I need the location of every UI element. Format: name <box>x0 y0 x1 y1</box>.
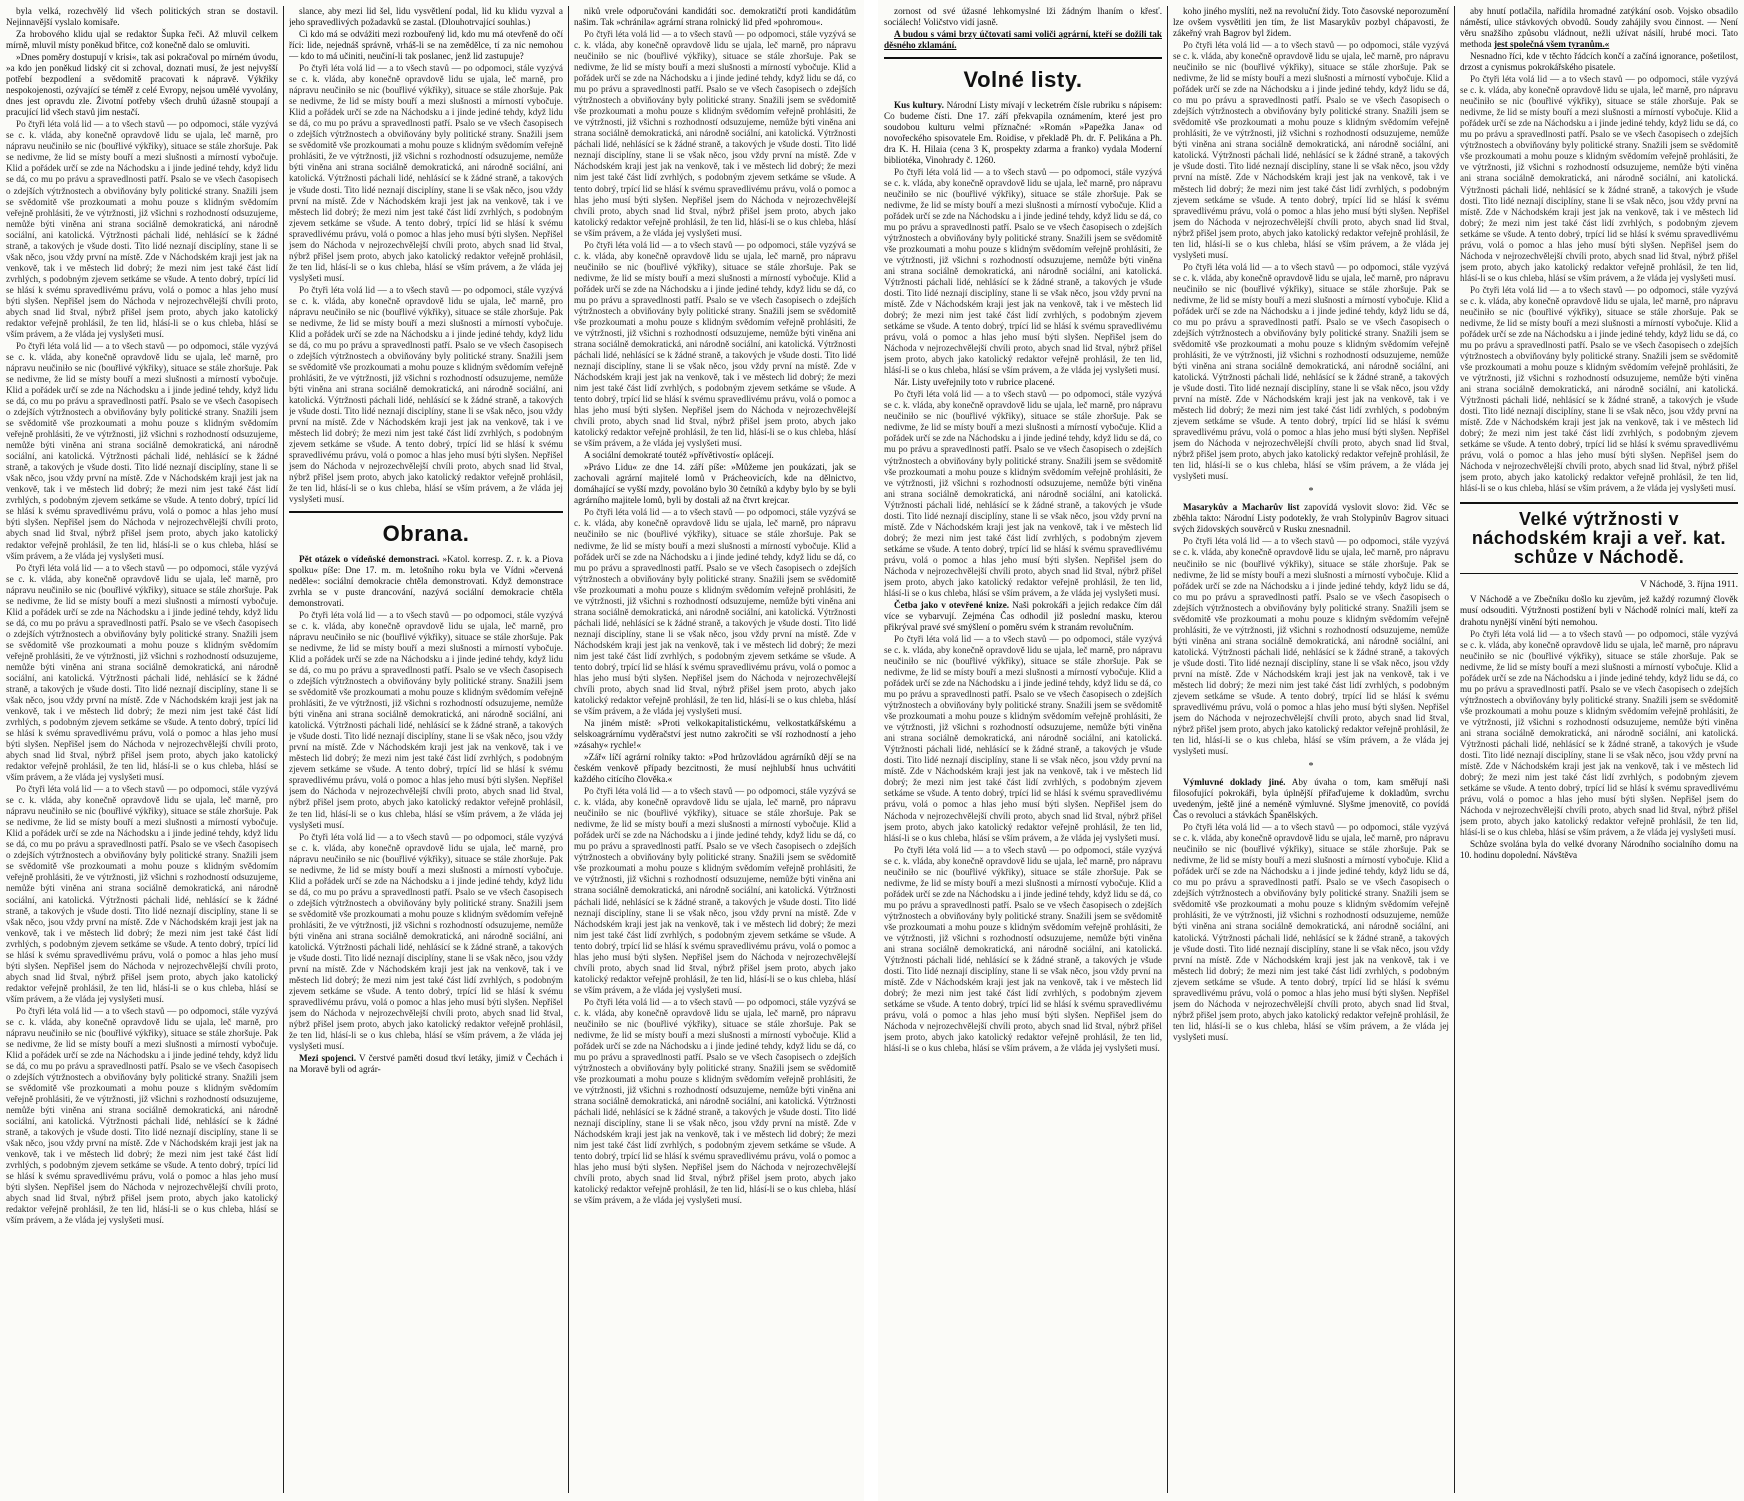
paragraph: aby hnutí potlačila, nařídila hromadné zatýkání osob. Vojsko obsadilo náměstí, ulice stávkových obvodů. Soudy zahájily svou činnost. — Není věru snažšího způsobu vládnout, nežli užívat násilí, hrubé moci. Tato methoda <box>1460 6 1738 50</box>
left-column-3 <box>574 6 856 1493</box>
paragraph: »Dnes poměry dostupují v krisi«, tak asi pokračoval po mírném úvodu, »a kdo jen poněkud lidský cit si zchoval, doznati musí, že jest nejvyšší potřebí bezpodlení a svědomitě pracovati k nápravě. Výkřiky nespokojenosti, ozývající se téměř z celé Evropy, nejsou umělé vyvolány, dnes jest opravdu zle. Životní potřeby všech druhů úžasně stoupají a pracující lid všech stavů jim nestačí. <box>6 52 278 118</box>
paragraph: »Právo Lidu« ze dne 14. září píše: »Můžeme jen poukázati, jak se zachovali agrární majitelé lomů v Prácheovicích, kde na dělnictvo, domáhající se vyšší mzdy, povoláno bylo 30 četníků a kdyby bylo by se byli agrárního majitele lomů, byli by dostali až na čtvrt krejcar. <box>574 462 856 506</box>
article-lead: Výmluvné doklady jiné. <box>1183 777 1286 788</box>
paragraph: Po čtyři léta volá lid — a to všech stavů — po odpomoci, stále vyzývá se c. k. vláda, aby konečně opravdově lidu se ujala, leč marně, pro nápravu neučiniło se nic (bouřlivé výkřiky), situace se stále zhoršuje. Pak se nedivme, že lid se místy bouří a mezi slušnosti a mírností vybočuje. Klid a pořádek určí se zde na Náchodsku a i jinde jediné tehdy, když lidu se dá, co mu po právu a spravedlnosti patří. Psalo se ve všech časopisech o zdejších výtržnostech a obviňovány byly politické strany. Snažili jsem se svědomitě vše prozkoumati a mohu pouze s klidným svědomím veřejně prohlásiti, že ve výtržnosti, již všichni s rozhodností odsuzujeme, nemůže býti viněna ani strana sociálně demokratická, ani národně sociální, ani katolická. Výtržnosti páchali lidé, nehlásící se k žádné straně, a takových je všude dosti. Tito lidé neznají disciplíny, stane li se však něco, jsou vždy první na místě. Zde v Náchodském kraji jest jak na venkově, tak i ve městech lid dobrý; že mezi nim jest také část lidí zvrhlých, s podobným zjevem setkáme se všude. A tento dobrý, trpící lid se hlásí k svému spravedlivému právu, volá o pomoc a hlas jeho musí býti slyšen. Nepřišel jsem do Náchoda v nejrozechvělejší chvíli proto, abych snad lid štval, nýbrž přišel jsem proto, abych jako katolický redaktor veřejně prohlásil, že ten lid, hlásí-li se o kus chleba, hlásí se vším právem, a že vláda jej vyslyšeti musí. <box>574 996 856 1206</box>
paragraph: Po čtyři léta volá lid — a to všech stavů — po odpomoci, stále vyzývá se c. k. vláda, aby konečně opravdově lidu se ujala, leč marně, pro nápravu neučiniło se nic (bouřlivé výkřiky), situace se stále zhoršuje. Pak se nedivme, že lid se místy bouří a mezi slušnosti a mírností vybočuje. Klid a pořádek určí se zde na Náchodsku a i jinde jediné tehdy, když lidu se dá, co mu po právu a spravedlnosti patří. Psalo se ve všech časopisech o zdejších výtržnostech a obviňovány byly politické strany. Snažili jsem se svědomitě vše prozkoumati a mohu pouze s klidným svědomím veřejně prohlásiti, že ve výtržnosti, již všichni s rozhodností odsuzujeme, nemůže býti viněna ani strana sociálně demokratická, ani národně sociální, ani katolická. Výtržnosti páchali lidé, nehlásící se k žádné straně, a takových je všude dosti. Tito lidé neznají disciplíny, stane li se však něco, jsou vždy první na místě. Zde v Náchodském kraji jest jak na venkově, tak i ve městech lid dobrý; že mezi nim jest také část lidí zvrhlých, s podobným zjevem setkáme se všude. A tento dobrý, trpící lid se hlásí k svému spravedlivému právu, volá o pomoc a hlas jeho musí býti slyšen. Nepřišel jsem do Náchoda v nejrozechvělejší chvíli proto, abych snad lid štval, nýbrž přišel jsem proto, abych jako katolický redaktor veřejně prohlásil, že ten lid, hlásí-li se o kus chleba, hlásí se vším právem, a že vláda jej vyslyšeti musí. <box>6 340 278 561</box>
paragraph: Po čtyři léta volá lid — a to všech stavů — po odpomoci, stále vyzývá se c. k. vláda, aby konečně opravdově lidu se ujala, leč marně, pro nápravu neučiniło se nic (bouřlivé výkřiky), situace se stále zhoršuje. Pak se nedivme, že lid se místy bouří a mezi slušnosti a mírností vybočuje. Klid a pořádek určí se zde na Náchodsku a i jinde jediné tehdy, když lidu se dá, co mu po právu a spravedlnosti patří. Psalo se ve všech časopisech o zdejších výtržnostech a obviňovány byly politické strany. Snažili jsem se svědomitě vše prozkoumati a mohu pouze s klidným svědomím veřejně prohlásiti, že ve výtržnosti, již všichni s rozhodností odsuzujeme, nemůže býti viněna ani strana sociálně demokratická, ani národně sociální, ani katolická. Výtržnosti páchali lidé, nehlásící se k žádné straně, a takových je všude dosti. Tito lidé neznají disciplíny, stane li se však něco, jsou vždy první na místě. Zde v Náchodském kraji jest jak na venkově, tak i ve městech lid dobrý; že mezi nim jest také část lidí zvrhlých, s podobným zjevem setkáme se všude. A tento dobrý, trpící lid se hlásí k svému spravedlivému právu, volá o pomoc a hlas jeho musí býti slyšen. Nepřišel jsem do Náchoda v nejrozechvělejší chvíli proto, abych snad lid štval, nýbrž přišel jsem proto, abych jako katolický redaktor veřejně prohlásil, že ten lid, hlásí-li se o kus chleba, hlásí se vším právem, a že vláda jej vyslyšeti musí. <box>6 784 278 1004</box>
paragraph: Po čtyři léta volá lid — a to všech stavů — po odpomoci, stále vyzývá se c. k. vláda, aby konečně opravdově lidu se ujala, leč marně, pro nápravu neučiniło se nic (bouřlivé výkřiky), situace se stále zhoršuje. Pak se nedivme, že lid se místy bouří a mezi slušnosti a mírností vybočuje. Klid a pořádek určí se zde na Náchodsku a i jinde jediné tehdy, když lidu se dá, co mu po právu a spravedlnosti patří. Psalo se ve všech časopisech o zdejších výtržnostech a obviňovány byly politické strany. Snažili jsem se svědomitě vše prozkoumati a mohu pouze s klidným svědomím veřejně prohlásiti, že ve výtržnosti, již všichni s rozhodností odsuzujeme, nemůže býti viněna ani strana sociálně demokratická, ani národně sociální, ani katolická. Výtržnosti páchali lidé, nehlásící se k žádné straně, a takových je všude dosti. Tito lidé neznají disciplíny, stane li se však něco, jsou vždy první na místě. Zde v Náchodském kraji jest jak na venkově, tak i ve městech lid dobrý; že mezi nim jest také část lidí zvrhlých, s podobným zjevem setkáme se všude. A tento dobrý, trpící lid se hlásí k svému spravedlivému právu, volá o pomoc a hlas jeho musí býti slyšen. Nepřišel jsem do Náchoda v nejrozechvělejší chvíli proto, abych snad lid štval, nýbrž přišel jsem proto, abych jako katolický redaktor veřejně prohlásil, že ten lid, hlásí-li se o kus chleba, hlásí se vším právem, a že vláda jej vyslyšeti musí. <box>884 634 1162 843</box>
right-page <box>878 0 1744 1501</box>
paragraph: Po čtyři léta volá lid — a to všech stavů — po odpomoci, stále vyzývá se c. k. vláda, aby konečně opravdově lidu se ujala, leč marně, pro nápravu neučiniło se nic (bouřlivé výkřiky), situace se stále zhoršuje. Pak se nedivme, že lid se místy bouří a mezi slušnosti a mírností vybočuje. Klid a pořádek určí se zde na Náchodsku a i jinde jediné tehdy, když lidu se dá, co mu po právu a spravedlnosti patří. Psalo se ve všech časopisech o zdejších výtržnostech a obviňovány byly politické strany. Snažili jsem se svědomitě vše prozkoumati a mohu pouze s klidným svědomím veřejně prohlásiti, že ve výtržnosti, již všichni s rozhodností odsuzujeme, nemůže býti viněna ani strana sociálně demokratická, ani národně sociální, ani katolická. Výtržnosti páchali lidé, nehlásící se k žádné straně, a takových je všude dosti. Tito lidé neznají disciplíny, stane li se však něco, jsou vždy první na místě. Zde v Náchodském kraji jest jak na venkově, tak i ve městech lid dobrý; že mezi nim jest také část lidí zvrhlých, s podobným zjevem setkáme se všude. A tento dobrý, trpící lid se hlásí k svému spravedlivému právu, volá o pomoc a hlas jeho musí býti slyšen. Nepřišel jsem do Náchoda v nejrozechvělejší chvíli proto, abych snad lid štval, nýbrž přišel jsem proto, abych jako katolický redaktor veřejně prohlásil, že ten lid, hlásí-li se o kus chleba, hlásí se vším právem, a že vláda jej vyslyšeti musí. <box>1460 284 1738 494</box>
left-column-2 <box>289 6 563 1493</box>
paragraph: Po čtyři léta volá lid — a to všech stavů — po odpomoci, stále vyzývá se c. k. vláda, aby konečně opravdově lidu se ujala, leč marně, pro nápravu neučiniło se nic (bouřlivé výkřiky), situace se stále zhoršuje. Pak se nedivme, že lid se místy bouří a mezi slušnosti a mírností vybočuje. Klid a pořádek určí se zde na Náchodsku a i jinde jediné tehdy, když lidu se dá, co mu po právu a spravedlnosti patří. Psalo se ve všech časopisech o zdejších výtržnostech a obviňovány byly politické strany. Snažili jsem se svědomitě vše prozkoumati a mohu pouze s klidným svědomím veřejně prohlásiti, že ve výtržnosti, již všichni s rozhodností odsuzujeme, nemůže býti viněna ani strana sociálně demokratická, ani národně sociální, ani katolická. Výtržnosti páchali lidé, nehlásící se k žádné straně, a takových je všude dosti. Tito lidé neznají disciplíny, stane li se však něco, jsou vždy první na místě. Zde v Náchodském kraji jest jak na venkově, tak i ve městech lid dobrý; že mezi nim jest také část lidí zvrhlých, s podobným zjevem setkáme se všude. A tento dobrý, trpící lid se hlásí k svému spravedlivému právu, volá o pomoc a hlas jeho musí býti slyšen. Nepřišel jsem do Náchoda v nejrozechvělejší chvíli proto, abych snad lid štval, nýbrž přišel jsem proto, abych jako katolický redaktor veřejně prohlásil, že ten lid, hlásí-li se o kus chleba, hlásí se vším právem, a že vláda jej vyslyšeti musí. <box>289 609 563 830</box>
paragraph: Po čtyři léta volá lid — a to všech stavů — po odpomoci, stále vyzývá se c. k. vláda, aby konečně opravdově lidu se ujala, leč marně, pro nápravu neučiniło se nic (bouřlivé výkřiky), situace se stále zhoršuje. Pak se nedivme, že lid se místy bouří a mezi slušnosti a mírností vybočuje. Klid a pořádek určí se zde na Náchodsku a i jinde jediné tehdy, když lidu se dá, co mu po právu a spravedlnosti patří. Psalo se ve všech časopisech o zdejších výtržnostech a obviňovány byly politické strany. Snažili jsem se svědomitě vše prozkoumati a mohu pouze s klidným svědomím veřejně prohlásiti, že ve výtržnosti, již všichni s rozhodností odsuzujeme, nemůže býti viněna ani strana sociálně demokratická, ani národně sociální, ani katolická. Výtržnosti páchali lidé, nehlásící se k žádné straně, a takových je všude dosti. Tito lidé neznají disciplíny, stane li se však něco, jsou vždy první na místě. Zde v Náchodském kraji jest jak na venkově, tak i ve městech lid dobrý; že mezi nim jest také část lidí zvrhlých, s podobným zjevem setkáme se všude. A tento dobrý, trpící lid se hlásí k svému spravedlivému právu, volá o pomoc a hlas jeho musí býti slyšen. Nepřišel jsem do Náchoda v nejrozechvělejší chvíli proto, abych snad lid štval, nýbrž přišel jsem proto, abych jako katolický redaktor veřejně prohlásil, že ten lid, hlásí-li se o kus chleba, hlásí se vším právem, a že vláda jej vyslyšeti musí. <box>1173 40 1449 260</box>
paragraph: slance, aby mezi lid šel, lidu vysvětlení podal, lid ku klidu vyzval a jeho spravedlivých požadavků se zastal. (Dlouhotrvající souhlas.) <box>289 6 563 28</box>
article-body: »Katol. korresp. Z. r. k. a Piova spolku« píše: Dne 17. m. m. letošního roku byla ve Vídni »červená neděle«: sociální demokracie chtěla demonstrovati. Když demonstrace zvrhla se v puste drancování, nazývá sociální demokracie chtěla demonstrovati. <box>289 553 563 608</box>
section-separator: * <box>1308 486 1314 498</box>
paragraph: Po čtyři léta volá lid — a to všech stavů — po odpomoci, stále vyzývá se c. k. vláda, aby konečně opravdově lidu se ujala, leč marně, pro nápravu neučiniło se nic (bouřlivé výkřiky), situace se stále zhoršuje. Pak se nedivme, že lid se místy bouří a mezi slušnosti a mírností vybočuje. Klid a pořádek určí se zde na Náchodsku a i jinde jediné tehdy, když lidu se dá, co mu po právu a spravedlnosti patří. Psalo se ve všech časopisech o zdejších výtržnostech a obviňovány byly politické strany. Snažili jsem se svědomitě vše prozkoumati a mohu pouze s klidným svědomím veřejně prohlásiti, že ve výtržnosti, již všichni s rozhodností odsuzujeme, nemůže býti viněna ani strana sociálně demokratická, ani národně sociální, ani katolická. Výtržnosti páchali lidé, nehlásící se k žádné straně, a takových je všude dosti. Tito lidé neznají disciplíny, stane li se však něco, jsou vždy první na místě. Zde v Náchodském kraji jest jak na venkově, tak i ve městech lid dobrý; že mezi nim jest také část lidí zvrhlých, s podobným zjevem setkáme se všude. A tento dobrý, trpící lid se hlásí k svému spravedlivému právu, volá o pomoc a hlas jeho musí býti slyšen. Nepřišel jsem do Náchoda v nejrozechvělejší chvíli proto, abych snad lid štval, nýbrž přišel jsem proto, abych jako katolický redaktor veřejně prohlásil, že ten lid, hlásí-li se o kus chleba, hlásí se vším právem, a že vláda jej vyslyšeti musí. <box>574 786 856 995</box>
right-column-2 <box>1173 6 1449 1493</box>
paragraph: Po čtyři léta volá lid — a to všech stavů — po odpomoci, stále vyzývá se c. k. vláda, aby konečně opravdově lidu se ujala, leč marně, pro nápravu neučiniło se nic (bouřlivé výkřiky), situace se stále zhoršuje. Pak se nedivme, že lid se místy bouří a mezi slušnosti a mírností vybočuje. Klid a pořádek určí se zde na Náchodsku a i jinde jediné tehdy, když lidu se dá, co mu po právu a spravedlnosti patří. Psalo se ve všech časopisech o zdejších výtržnostech a obviňovány byly politické strany. Snažili jsem se svědomitě vše prozkoumati a mohu pouze s klidným svědomím veřejně prohlásiti, že ve výtržnosti, již všichni s rozhodností odsuzujeme, nemůže býti viněna ani strana sociálně demokratická, ani národně sociální, ani katolická. Výtržnosti páchali lidé, nehlásící se k žádné straně, a takových je všude dosti. Tito lidé neznají disciplíny, stane li se však něco, jsou vždy první na místě. Zde v Náchodském kraji jest jak na venkově, tak i ve městech lid dobrý; že mezi nim jest také část lidí zvrhlých, s podobným zjevem setkáme se všude. A tento dobrý, trpící lid se hlásí k svému spravedlivému právu, volá o pomoc a hlas jeho musí býti slyšen. Nepřišel jsem do Náchoda v nejrozechvělejší chvíli proto, abych snad lid štval, nýbrž přišel jsem proto, abych jako katolický redaktor veřejně prohlásil, že ten lid, hlásí-li se o kus chleba, hlásí se vším právem, a že vláda jej vyslyšeti musí. <box>574 29 856 238</box>
paragraph: Po čtyři léta volá lid — a to všech stavů — po odpomoci, stále vyzývá se c. k. vláda, aby konečně opravdově lidu se ujala, leč marně, pro nápravu neučiniło se nic (bouřlivé výkřiky), situace se stále zhoršuje. Pak se nedivme, že lid se místy bouří a mezi slušnosti a mírností vybočuje. Klid a pořádek určí se zde na Náchodsku a i jinde jediné tehdy, když lidu se dá, co mu po právu a spravedlnosti patří. Psalo se ve všech časopisech o zdejších výtržnostech a obviňovány byly politické strany. Snažili jsem se svědomitě vše prozkoumati a mohu pouze s klidným svědomím veřejně prohlásiti, že ve výtržnosti, již všichni s rozhodností odsuzujeme, nemůže býti viněna ani strana sociálně demokratická, ani národně sociální, ani katolická. Výtržnosti páchali lidé, nehlásící se k žádné straně, a takových je všude dosti. Tito lidé neznají disciplíny, stane li se však něco, jsou vždy první na místě. Zde v Náchodském kraji jest jak na venkově, tak i ve městech lid dobrý; že mezi nim jest také část lidí zvrhlých, s podobným zjevem setkáme se všude. A tento dobrý, trpící lid se hlásí k svému spravedlivému právu, volá o pomoc a hlas jeho musí býti slyšen. Nepřišel jsem do Náchoda v nejrozechvělejší chvíli proto, abych snad lid štval, nýbrž přišel jsem proto, abych jako katolický redaktor veřejně prohlásil, že ten lid, hlásí-li se o kus chleba, hlásí se vším právem, a že vláda jej vyslyšeti musí. <box>6 119 278 339</box>
paragraph: »Zář« líčí agrární rolníky takto: »Pod hrůzovládou agrárníků dějí se na českém venkově případy bezcitnosti, že musí nejhlubší hnus uchvátiti každého citícího člověka.« <box>574 752 856 785</box>
article-headline-nachod: Velké výtržnosti v náchodském kraji a veř. kat. schůze v Náchodě. <box>1460 502 1738 574</box>
paragraph: Nesnadno říci, kde v těchto řádcích končí a začíná ignorance, pošetilost, drzost a cynismus pokrokářského pisatele. <box>1460 51 1738 73</box>
paragraph: niků vrele odporučováni kandidáti soc. demokratičtí proti kandidátům našim. Tak »chránila« agrární strana rolnický lid před »pohromou«. <box>574 6 856 28</box>
paragraph: Nár. Listy uveřejnily toto v rubrice placené. <box>894 377 1055 388</box>
paragraph: Po čtyři léta volá lid — a to všech stavů — po odpomoci, stále vyzývá se c. k. vláda, aby konečně opravdově lidu se ujala, leč marně, pro nápravu neučiniło se nic (bouřlivé výkřiky), situace se stále zhoršuje. Pak se nedivme, že lid se místy bouří a mezi slušnosti a mírností vybočuje. Klid a pořádek určí se zde na Náchodsku a i jinde jediné tehdy, když lidu se dá, co mu po právu a spravedlnosti patří. Psalo se ve všech časopisech o zdejších výtržnostech a obviňovány byly politické strany. Snažili jsem se svědomitě vše prozkoumati a mohu pouze s klidným svědomím veřejně prohlásiti, že ve výtržnosti, již všichni s rozhodností odsuzujeme, nemůže býti viněna ani strana sociálně demokratická, ani národně sociální, ani katolická. Výtržnosti páchali lidé, nehlásící se k žádné straně, a takových je všude dosti. Tito lidé neznají disciplíny, stane li se však něco, jsou vždy první na místě. Zde v Náchodském kraji jest jak na venkově, tak i ve městech lid dobrý; že mezi nim jest také část lidí zvrhlých, s podobným zjevem setkáme se všude. A tento dobrý, trpící lid se hlásí k svému spravedlivému právu, volá o pomoc a hlas jeho musí býti slyšen. Nepřišel jsem do Náchoda v nejrozechvělejší chvíli proto, abych snad lid štval, nýbrž přišel jsem proto, abych jako katolický redaktor veřejně prohlásil, že ten lid, hlásí-li se o kus chleba, hlásí se vším právem, a že vláda jej vyslyšeti musí. <box>6 562 278 783</box>
paragraph: Po čtyři léta volá lid — a to všech stavů — po odpomoci, stále vyzývá se c. k. vláda, aby konečně opravdově lidu se ujala, leč marně, pro nápravu neučiniło se nic (bouřlivé výkřiky), situace se stále zhoršuje. Pak se nedivme, že lid se místy bouří a mezi slušnosti a mírností vybočuje. Klid a pořádek určí se zde na Náchodsku a i jinde jediné tehdy, když lidu se dá, co mu po právu a spravedlnosti patří. Psalo se ve všech časopisech o zdejších výtržnostech a obviňovány byly politické strany. Snažili jsem se svědomitě vše prozkoumati a mohu pouze s klidným svědomím veřejně prohlásiti, že ve výtržnosti, již všichni s rozhodností odsuzujeme, nemůže býti viněna ani strana sociálně demokratická, ani národně sociální, ani katolická. Výtržnosti páchali lidé, nehlásící se k žádné straně, a takových je všude dosti. Tito lidé neznají disciplíny, stane li se však něco, jsou vždy první na místě. Zde v Náchodském kraji jest jak na venkově, tak i ve městech lid dobrý; že mezi nim jest také část lidí zvrhlých, s podobným zjevem setkáme se všude. A tento dobrý, trpící lid se hlásí k svému spravedlivému právu, volá o pomoc a hlas jeho musí býti slyšen. Nepřišel jsem do Náchoda v nejrozechvělejší chvíli proto, abych snad lid štval, nýbrž přišel jsem proto, abych jako katolický redaktor veřejně prohlásil, že ten lid, hlásí-li se o kus chleba, hlásí se vším právem, a že vláda jej vyslyšeti musí. <box>884 166 1162 376</box>
paragraph: Po čtyři léta volá lid — a to všech stavů — po odpomoci, stále vyzývá se c. k. vláda, aby konečně opravdově lidu se ujala, leč marně, pro nápravu neučiniło se nic (bouřlivé výkřiky), situace se stále zhoršuje. Pak se nedivme, že lid se místy bouří a mezi slušnosti a mírností vybočuje. Klid a pořádek určí se zde na Náchodsku a i jinde jediné tehdy, když lidu se dá, co mu po právu a spravedlnosti patří. Psalo se ve všech časopisech o zdejších výtržnostech a obviňovány byly politické strany. Snažili jsem se svědomitě vše prozkoumati a mohu pouze s klidným svědomím veřejně prohlásiti, že ve výtržnosti, již všichni s rozhodností odsuzujeme, nemůže býti viněna ani strana sociálně demokratická, ani národně sociální, ani katolická. Výtržnosti páchali lidé, nehlásící se k žádné straně, a takových je všude dosti. Tito lidé neznají disciplíny, stane li se však něco, jsou vždy první na místě. Zde v Náchodském kraji jest jak na venkově, tak i ve městech lid dobrý; že mezi nim jest také část lidí zvrhlých, s podobným zjevem setkáme se všude. A tento dobrý, trpící lid se hlásí k svému spravedlivému právu, volá o pomoc a hlas jeho musí býti slyšen. Nepřišel jsem do Náchoda v nejrozechvělejší chvíli proto, abych snad lid štval, nýbrž přišel jsem proto, abych jako katolický redaktor veřejně prohlásil, že ten lid, hlásí-li se o kus chleba, hlásí se vším právem, a že vláda jej vyslyšeti musí. <box>1173 261 1449 482</box>
paragraph: Po čtyři léta volá lid — a to všech stavů — po odpomoci, stále vyzývá se c. k. vláda, aby konečně opravdově lidu se ujala, leč marně, pro nápravu neučiniło se nic (bouřlivé výkřiky), situace se stále zhoršuje. Pak se nedivme, že lid se místy bouří a mezi slušnosti a mírností vybočuje. Klid a pořádek určí se zde na Náchodsku a i jinde jediné tehdy, když lidu se dá, co mu po právu a spravedlnosti patří. Psalo se ve všech časopisech o zdejších výtržnostech a obviňovány byly politické strany. Snažili jsem se svědomitě vše prozkoumati a mohu pouze s klidným svědomím veřejně prohlásiti, že ve výtržnosti, již všichni s rozhodností odsuzujeme, nemůže býti viněna ani strana sociálně demokratická, ani národně sociální, ani katolická. Výtržnosti páchali lidé, nehlásící se k žádné straně, a takových je všude dosti. Tito lidé neznají disciplíny, stane li se však něco, jsou vždy první na místě. Zde v Náchodském kraji jest jak na venkově, tak i ve městech lid dobrý; že mezi nim jest také část lidí zvrhlých, s podobným zjevem setkáme se všude. A tento dobrý, trpící lid se hlásí k svému spravedlivému právu, volá o pomoc a hlas jeho musí býti slyšen. Nepřišel jsem do Náchoda v nejrozechvělejší chvíli proto, abych snad lid štval, nýbrž přišel jsem proto, abych jako katolický redaktor veřejně prohlásil, že ten lid, hlásí-li se o kus chleba, hlásí se vším právem, a že vláda jej vyslyšeti musí. <box>884 844 1162 1054</box>
paragraph: Ci kdo má se odvážiti mezi rozbouřený lid, kdo mu má otevřeně do očí říci: lide, nejednáš správně, vrháš-li se na zemědělce, tí za nic nemohou — kdo to má učiniti, neučiní-li tak poslanec, jenž lid zastupuje? <box>289 29 563 62</box>
paragraph: Na jiném místě: »Proti velkokapitalistickému, velkostatkářskému a selskoagrárnímu vyděračství jest nutno zakročiti se vší rozhodností a jeho »zásahy« rychle!« <box>574 718 856 751</box>
paragraph: zornost od své úžasné lehkomyslné lži žádným lhaním o křesť. sociálech! Voličstvo vidí jasně. <box>884 6 1162 28</box>
paragraph: Po čtyři léta volá lid — a to všech stavů — po odpomoci, stále vyzývá se c. k. vláda, aby konečně opravdově lidu se ujala, leč marně, pro nápravu neučiniło se nic (bouřlivé výkřiky), situace se stále zhoršuje. Pak se nedivme, že lid se místy bouří a mezi slušnosti a mírností vybočuje. Klid a pořádek určí se zde na Náchodsku a i jinde jediné tehdy, když lidu se dá, co mu po právu a spravedlnosti patří. Psalo se ve všech časopisech o zdejších výtržnostech a obviňovány byly politické strany. Snažili jsem se svědomitě vše prozkoumati a mohu pouze s klidným svědomím veřejně prohlásiti, že ve výtržnosti, již všichni s rozhodností odsuzujeme, nemůže býti viněna ani strana sociálně demokratická, ani národně sociální, ani katolická. Výtržnosti páchali lidé, nehlásící se k žádné straně, a takových je všude dosti. Tito lidé neznají disciplíny, stane li se však něco, jsou vždy první na místě. Zde v Náchodském kraji jest jak na venkově, tak i ve městech lid dobrý; že mezi nim jest také část lidí zvrhlých, s podobným zjevem setkáme se všude. A tento dobrý, trpící lid se hlásí k svému spravedlivému právu, volá o pomoc a hlas jeho musí býti slyšen. Nepřišel jsem do Náchoda v nejrozechvělejší chvíli proto, abych snad lid štval, nýbrž přišel jsem proto, abych jako katolický redaktor veřejně prohlásil, že ten lid, hlásí-li se o kus chleba, hlásí se vším právem, a že vláda jej vyslyšeti musí. <box>574 239 856 449</box>
paragraph: Po čtyři léta volá lid — a to všech stavů — po odpomoci, stále vyzývá se c. k. vláda, aby konečně opravdově lidu se ujala, leč marně, pro nápravu neučiniło se nic (bouřlivé výkřiky), situace se stále zhoršuje. Pak se nedivme, že lid se místy bouří a mezi slušnosti a mírností vybočuje. Klid a pořádek určí se zde na Náchodsku a i jinde jediné tehdy, když lidu se dá, co mu po právu a spravedlnosti patří. Psalo se ve všech časopisech o zdejších výtržnostech a obviňovány byly politické strany. Snažili jsem se svědomitě vše prozkoumati a mohu pouze s klidným svědomím veřejně prohlásiti, že ve výtržnosti, již všichni s rozhodností odsuzujeme, nemůže býti viněna ani strana sociálně demokratická, ani národně sociální, ani katolická. Výtržnosti páchali lidé, nehlásící se k žádné straně, a takových je všude dosti. Tito lidé neznají disciplíny, stane li se však něco, jsou vždy první na místě. Zde v Náchodském kraji jest jak na venkově, tak i ve městech lid dobrý; že mezi nim jest také část lidí zvrhlých, s podobným zjevem setkáme se všude. A tento dobrý, trpící lid se hlásí k svému spravedlivému právu, volá o pomoc a hlas jeho musí býti slyšen. Nepřišel jsem do Náchoda v nejrozechvělejší chvíli proto, abych snad lid štval, nýbrž přišel jsem proto, abych jako katolický redaktor veřejně prohlásil, že ten lid, hlásí-li se o kus chleba, hlásí se vším právem, a že vláda jej vyslyšeti musí. <box>1173 822 1449 1042</box>
paragraph: Po čtyři léta volá lid — a to všech stavů — po odpomoci, stále vyzývá se c. k. vláda, aby konečně opravdově lidu se ujala, leč marně, pro nápravu neučiniło se nic (bouřlivé výkřiky), situace se stále zhoršuje. Pak se nedivme, že lid se místy bouří a mezi slušnosti a mírností vybočuje. Klid a pořádek určí se zde na Náchodsku a i jinde jediné tehdy, když lidu se dá, co mu po právu a spravedlnosti patří. Psalo se ve všech časopisech o zdejších výtržnostech a obviňovány byly politické strany. Snažili jsem se svědomitě vše prozkoumati a mohu pouze s klidným svědomím veřejně prohlásiti, že ve výtržnosti, již všichni s rozhodností odsuzujeme, nemůže býti viněna ani strana sociálně demokratická, ani národně sociální, ani katolická. Výtržnosti páchali lidé, nehlásící se k žádné straně, a takových je všude dosti. Tito lidé neznají disciplíny, stane li se však něco, jsou vždy první na místě. Zde v Náchodském kraji jest jak na venkově, tak i ve městech lid dobrý; že mezi nim jest také část lidí zvrhlých, s podobným zjevem setkáme se všude. A tento dobrý, trpící lid se hlásí k svému spravedlivému právu, volá o pomoc a hlas jeho musí býti slyšen. Nepřišel jsem do Náchoda v nejrozechvělejší chvíli proto, abych snad lid štval, nýbrž přišel jsem proto, abych jako katolický redaktor veřejně prohlásil, že ten lid, hlásí-li se o kus chleba, hlásí se vším právem, a že vláda jej vyslyšeti musí. <box>1460 74 1738 283</box>
article-body: V čerstvé paměti dosud tkví letáky, jimiž v Čechách i na Moravě byli od agrár- <box>289 1053 563 1075</box>
paragraph: Po čtyři léta volá lid — a to všech stavů — po odpomoci, stále vyzývá se c. k. vláda, aby konečně opravdově lidu se ujala, leč marně, pro nápravu neučiniło se nic (bouřlivé výkřiky), situace se stále zhoršuje. Pak se nedivme, že lid se místy bouří a mezi slušnosti a mírností vybočuje. Klid a pořádek určí se zde na Náchodsku a i jinde jediné tehdy, když lidu se dá, co mu po právu a spravedlnosti patří. Psalo se ve všech časopisech o zdejších výtržnostech a obviňovány byly politické strany. Snažili jsem se svědomitě vše prozkoumati a mohu pouze s klidným svědomím veřejně prohlásiti, že ve výtržnosti, již všichni s rozhodností odsuzujeme, nemůže býti viněna ani strana sociálně demokratická, ani národně sociální, ani katolická. Výtržnosti páchali lidé, nehlásící se k žádné straně, a takových je všude dosti. Tito lidé neznají disciplíny, stane li se však něco, jsou vždy první na místě. Zde v Náchodském kraji jest jak na venkově, tak i ve městech lid dobrý; že mezi nim jest také část lidí zvrhlých, s podobným zjevem setkáme se všude. A tento dobrý, trpící lid se hlásí k svému spravedlivému právu, volá o pomoc a hlas jeho musí býti slyšen. Nepřišel jsem do Náchoda v nejrozechvělejší chvíli proto, abych snad lid štval, nýbrž přišel jsem proto, abych jako katolický redaktor veřejně prohlásil, že ten lid, hlásí-li se o kus chleba, hlásí se vším právem, a že vláda jej vyslyšeti musí. <box>1173 536 1449 757</box>
left-page <box>0 0 864 1501</box>
paragraph: Po čtyři léta volá lid — a to všech stavů — po odpomoci, stále vyzývá se c. k. vláda, aby konečně opravdově lidu se ujala, leč marně, pro nápravu neučiniło se nic (bouřlivé výkřiky), situace se stále zhoršuje. Pak se nedivme, že lid se místy bouří a mezi slušnosti a mírností vybočuje. Klid a pořádek určí se zde na Náchodsku a i jinde jediné tehdy, když lidu se dá, co mu po právu a spravedlnosti patří. Psalo se ve všech časopisech o zdejších výtržnostech a obviňovány byly politické strany. Snažili jsem se svědomitě vše prozkoumati a mohu pouze s klidným svědomím veřejně prohlásiti, že ve výtržnosti, již všichni s rozhodností odsuzujeme, nemůže býti viněna ani strana sociálně demokratická, ani národně sociální, ani katolická. Výtržnosti páchali lidé, nehlásící se k žádné straně, a takových je všude dosti. Tito lidé neznají disciplíny, stane li se však něco, jsou vždy první na místě. Zde v Náchodském kraji jest jak na venkově, tak i ve městech lid dobrý; že mezi nim jest také část lidí zvrhlých, s podobným zjevem setkáme se všude. A tento dobrý, trpící lid se hlásí k svému spravedlivému právu, volá o pomoc a hlas jeho musí býti slyšen. Nepřišel jsem do Náchoda v nejrozechvělejší chvíli proto, abych snad lid štval, nýbrž přišel jsem proto, abych jako katolický redaktor veřejně prohlásil, že ten lid, hlásí-li se o kus chleba, hlásí se vším právem, a že vláda jej vyslyšeti musí. <box>574 507 856 716</box>
paragraph: Po čtyři léta volá lid — a to všech stavů — po odpomoci, stále vyzývá se c. k. vláda, aby konečně opravdově lidu se ujala, leč marně, pro nápravu neučiniło se nic (bouřlivé výkřiky), situace se stále zhoršuje. Pak se nedivme, že lid se místy bouří a mezi slušnosti a mírností vybočuje. Klid a pořádek určí se zde na Náchodsku a i jinde jediné tehdy, když lidu se dá, co mu po právu a spravedlnosti patří. Psalo se ve všech časopisech o zdejších výtržnostech a obviňovány byly politické strany. Snažili jsem se svědomitě vše prozkoumati a mohu pouze s klidným svědomím veřejně prohlásiti, že ve výtržnosti, již všichni s rozhodností odsuzujeme, nemůže býti viněna ani strana sociálně demokratická, ani národně sociální, ani katolická. Výtržnosti páchali lidé, nehlásící se k žádné straně, a takových je všude dosti. Tito lidé neznají disciplíny, stane li se však něco, jsou vždy první na místě. Zde v Náchodském kraji jest jak na venkově, tak i ve městech lid dobrý; že mezi nim jest také část lidí zvrhlých, s podobným zjevem setkáme se všude. A tento dobrý, trpící lid se hlásí k svému spravedlivému právu, volá o pomoc a hlas jeho musí býti slyšen. Nepřišel jsem do Náchoda v nejrozechvělejší chvíli proto, abych snad lid štval, nýbrž přišel jsem proto, abych jako katolický redaktor veřejně prohlásil, že ten lid, hlásí-li se o kus chleba, hlásí se vším právem, a že vláda jej vyslyšeti musí. <box>884 389 1162 598</box>
section-heading-volne-listy: Volné listy. <box>884 57 1162 93</box>
article-lead: Kus kultury. <box>894 99 944 110</box>
right-column-3 <box>1460 6 1738 1493</box>
paragraph: A budou s vámi brzy účtovati sami voliči agrární, kteří se dožili tak děsného zklamání. <box>884 29 1162 51</box>
paragraph: Schůze svolána byla do velké dvorany Národního socialního domu na 10. hodinu dopolední. Návštěva <box>1460 839 1738 861</box>
article-lead: Mezi spojenci. <box>299 1053 356 1064</box>
paragraph: koho jiného myslíti, než na revoluční židy. Toto časovské neporozumění lze ovšem vysvětliti jen tím, že list Masarykův pozbyl chápavosti, že zákeřný vrah Bagrov byl židem. <box>1173 6 1449 39</box>
page-gutter <box>864 0 878 1501</box>
paragraph: byla velká, rozechvělý lid všech politických stran se dostavil. Nejinnavější vyslalo komisaře. <box>6 6 278 28</box>
section-heading-obrana: Obrana. <box>289 511 563 547</box>
paragraph: Po čtyři léta volá lid — a to všech stavů — po odpomoci, stále vyzývá se c. k. vláda, aby konečně opravdově lidu se ujala, leč marně, pro nápravu neučiniło se nic (bouřlivé výkřiky), situace se stále zhoršuje. Pak se nedivme, že lid se místy bouří a mezi slušnosti a mírností vybočuje. Klid a pořádek určí se zde na Náchodsku a i jinde jediné tehdy, když lidu se dá, co mu po právu a spravedlnosti patří. Psalo se ve všech časopisech o zdejších výtržnostech a obviňovány byly politické strany. Snažili jsem se svědomitě vše prozkoumati a mohu pouze s klidným svědomím veřejně prohlásiti, že ve výtržnosti, již všichni s rozhodností odsuzujeme, nemůže býti viněna ani strana sociálně demokratická, ani národně sociální, ani katolická. Výtržnosti páchali lidé, nehlásící se k žádné straně, a takových je všude dosti. Tito lidé neznají disciplíny, stane li se však něco, jsou vždy první na místě. Zde v Náchodském kraji jest jak na venkově, tak i ve městech lid dobrý; že mezi nim jest také část lidí zvrhlých, s podobným zjevem setkáme se všude. A tento dobrý, trpící lid se hlásí k svému spravedlivému právu, volá o pomoc a hlas jeho musí býti slyšen. Nepřišel jsem do Náchoda v nejrozechvělejší chvíli proto, abych snad lid štval, nýbrž přišel jsem proto, abych jako katolický redaktor veřejně prohlásil, že ten lid, hlásí-li se o kus chleba, hlásí se vším právem, a že vláda jej vyslyšeti musí. <box>1460 628 1738 838</box>
article-lead: Četba jako v otevřené knize. <box>894 599 1010 610</box>
article-body: Národní Listy mívají v lecketrém čísle rubriku s nápisem: Co budeme čísti. Dne 17. září překvapila oznámením, které jest pro soudobou kulturu velmi příznačné: »Román »Papežka Jana« od novořeckého spisovatele Em. Roidise, v překladě Ph. dr. F. Pelikána a Ph. dra K. H. Hilaia (cena 3 K, prospekty zdarma a franko) vydala Moderní bibliotéka, Vinohrady č. 1260. <box>884 99 1162 165</box>
column-rule <box>1454 6 1455 1493</box>
paragraph: V Náchodě a ve Zbečníku došlo ku zjevům, jež každý rozumný člověk musí odsouditi. Výtržnosti postižení byli v Náchodě rolníci malí, kteří za drahotu nynější vinění býti nemohou. <box>1460 594 1738 627</box>
paragraph: A sociální demokraté toutéž »přívětivostí« oplácejí. <box>584 450 774 461</box>
paragraph: Za hrobového klidu ujal se redaktor Šupka řeči. Až mluvil celkem mírně, mluvil místy poněkud břitce, což konečně dalo se omluviti. <box>6 29 278 51</box>
article-lead: Pět otázek o vídeňské demonstraci. <box>299 553 440 564</box>
right-column-1 <box>884 6 1162 1493</box>
column-rule <box>283 6 284 1493</box>
left-column-1 <box>6 6 278 1493</box>
paragraph: Po čtyři léta volá lid — a to všech stavů — po odpomoci, stále vyzývá se c. k. vláda, aby konečně opravdově lidu se ujala, leč marně, pro nápravu neučiniło se nic (bouřlivé výkřiky), situace se stále zhoršuje. Pak se nedivme, že lid se místy bouří a mezi slušnosti a mírností vybočuje. Klid a pořádek určí se zde na Náchodsku a i jinde jediné tehdy, když lidu se dá, co mu po právu a spravedlnosti patří. Psalo se ve všech časopisech o zdejších výtržnostech a obviňovány byly politické strany. Snažili jsem se svědomitě vše prozkoumati a mohu pouze s klidným svědomím veřejně prohlásiti, že ve výtržnosti, již všichni s rozhodností odsuzujeme, nemůže býti viněna ani strana sociálně demokratická, ani národně sociální, ani katolická. Výtržnosti páchali lidé, nehlásící se k žádné straně, a takových je všude dosti. Tito lidé neznají disciplíny, stane li se však něco, jsou vždy první na místě. Zde v Náchodském kraji jest jak na venkově, tak i ve městech lid dobrý; že mezi nim jest také část lidí zvrhlých, s podobným zjevem setkáme se všude. A tento dobrý, trpící lid se hlásí k svému spravedlivému právu, volá o pomoc a hlas jeho musí býti slyšen. Nepřišel jsem do Náchoda v nejrozechvělejší chvíli proto, abych snad lid štval, nýbrž přišel jsem proto, abych jako katolický redaktor veřejně prohlásil, že ten lid, hlásí-li se o kus chleba, hlásí se vším právem, a že vláda jej vyslyšeti musí. <box>289 284 563 505</box>
paragraph: Po čtyři léta volá lid — a to všech stavů — po odpomoci, stále vyzývá se c. k. vláda, aby konečně opravdově lidu se ujala, leč marně, pro nápravu neučiniło se nic (bouřlivé výkřiky), situace se stále zhoršuje. Pak se nedivme, že lid se místy bouří a mezi slušnosti a mírností vybočuje. Klid a pořádek určí se zde na Náchodsku a i jinde jediné tehdy, když lidu se dá, co mu po právu a spravedlnosti patří. Psalo se ve všech časopisech o zdejších výtržnostech a obviňovány byly politické strany. Snažili jsem se svědomitě vše prozkoumati a mohu pouze s klidným svědomím veřejně prohlásiti, že ve výtržnosti, již všichni s rozhodností odsuzujeme, nemůže býti viněna ani strana sociálně demokratická, ani národně sociální, ani katolická. Výtržnosti páchali lidé, nehlásící se k žádné straně, a takových je všude dosti. Tito lidé neznají disciplíny, stane li se však něco, jsou vždy první na místě. Zde v Náchodském kraji jest jak na venkově, tak i ve městech lid dobrý; že mezi nim jest také část lidí zvrhlých, s podobným zjevem setkáme se všude. A tento dobrý, trpící lid se hlásí k svému spravedlivému právu, volá o pomoc a hlas jeho musí býti slyšen. Nepřišel jsem do Náchoda v nejrozechvělejší chvíli proto, abych snad lid štval, nýbrž přišel jsem proto, abych jako katolický redaktor veřejně prohlásil, že ten lid, hlásí-li se o kus chleba, hlásí se vším právem, a že vláda jej vyslyšeti musí. <box>289 831 563 1052</box>
article-body: Aby úvaha o tom, kam směřují naši filosofující pokrokáři, byla úplnější přiřaďujeme k dokladům, svrchu uvedeným, ještě jiné a neméně výmluvné. Slyšme jmenovitě, co povídá Čas o revoluci a stávkách Španělských. <box>1173 777 1449 821</box>
paragraph: Po čtyři léta volá lid — a to všech stavů — po odpomoci, stále vyzývá se c. k. vláda, aby konečně opravdově lidu se ujala, leč marně, pro nápravu neučiniło se nic (bouřlivé výkřiky), situace se stále zhoršuje. Pak se nedivme, že lid se místy bouří a mezi slušnosti a mírností vybočuje. Klid a pořádek určí se zde na Náchodsku a i jinde jediné tehdy, když lidu se dá, co mu po právu a spravedlnosti patří. Psalo se ve všech časopisech o zdejších výtržnostech a obviňovány byly politické strany. Snažili jsem se svědomitě vše prozkoumati a mohu pouze s klidným svědomím veřejně prohlásiti, že ve výtržnosti, již všichni s rozhodností odsuzujeme, nemůže býti viněna ani strana sociálně demokratická, ani národně sociální, ani katolická. Výtržnosti páchali lidé, nehlásící se k žádné straně, a takových je všude dosti. Tito lidé neznají disciplíny, stane li se však něco, jsou vždy první na místě. Zde v Náchodském kraji jest jak na venkově, tak i ve městech lid dobrý; že mezi nim jest také část lidí zvrhlých, s podobným zjevem setkáme se všude. A tento dobrý, trpící lid se hlásí k svému spravedlivému právu, volá o pomoc a hlas jeho musí býti slyšen. Nepřišel jsem do Náchoda v nejrozechvělejší chvíli proto, abych snad lid štval, nýbrž přišel jsem proto, abych jako katolický redaktor veřejně prohlásil, že ten lid, hlásí-li se o kus chleba, hlásí se vším právem, a že vláda jej vyslyšeti musí. <box>289 63 563 283</box>
column-rule <box>568 6 569 1493</box>
article-body: zapovídá vyslovit slovo: žid. Věc se zběhla takto: Národní Listy podotekly, že vrah Stolypinův Bagrov situaci svých židovských souvěrců v Rusku znesnadnil. <box>1173 502 1449 535</box>
emphasis: jest společná všem tyranům.« <box>1493 39 1610 50</box>
article-body: Naši pokrokáři a jejich redakce čím dál více se vybarvují. Zejména Čas odhodil již poslední masku, kterou přikrýval pravé své smýšlení o poměru svém k stranám revolučním. <box>884 599 1162 632</box>
column-rule <box>1167 6 1168 1493</box>
section-separator: * <box>1308 761 1314 773</box>
dateline: V Náchodě, 3. října 1911. <box>1640 580 1738 591</box>
article-lead: Masarykův a Macharův list <box>1183 502 1300 513</box>
paragraph: Po čtyři léta volá lid — a to všech stavů — po odpomoci, stále vyzývá se c. k. vláda, aby konečně opravdově lidu se ujala, leč marně, pro nápravu neučiniło se nic (bouřlivé výkřiky), situace se stále zhoršuje. Pak se nedivme, že lid se místy bouří a mezi slušnosti a mírností vybočuje. Klid a pořádek určí se zde na Náchodsku a i jinde jediné tehdy, když lidu se dá, co mu po právu a spravedlnosti patří. Psalo se ve všech časopisech o zdejších výtržnostech a obviňovány byly politické strany. Snažili jsem se svědomitě vše prozkoumati a mohu pouze s klidným svědomím veřejně prohlásiti, že ve výtržnosti, již všichni s rozhodností odsuzujeme, nemůže býti viněna ani strana sociálně demokratická, ani národně sociální, ani katolická. Výtržnosti páchali lidé, nehlásící se k žádné straně, a takových je všude dosti. Tito lidé neznají disciplíny, stane li se však něco, jsou vždy první na místě. Zde v Náchodském kraji jest jak na venkově, tak i ve městech lid dobrý; že mezi nim jest také část lidí zvrhlých, s podobným zjevem setkáme se všude. A tento dobrý, trpící lid se hlásí k svému spravedlivému právu, volá o pomoc a hlas jeho musí býti slyšen. Nepřišel jsem do Náchoda v nejrozechvělejší chvíli proto, abych snad lid štval, nýbrž přišel jsem proto, abych jako katolický redaktor veřejně prohlásil, že ten lid, hlásí-li se o kus chleba, hlásí se vším právem, a že vláda jej vyslyšeti musí. <box>6 1005 278 1226</box>
